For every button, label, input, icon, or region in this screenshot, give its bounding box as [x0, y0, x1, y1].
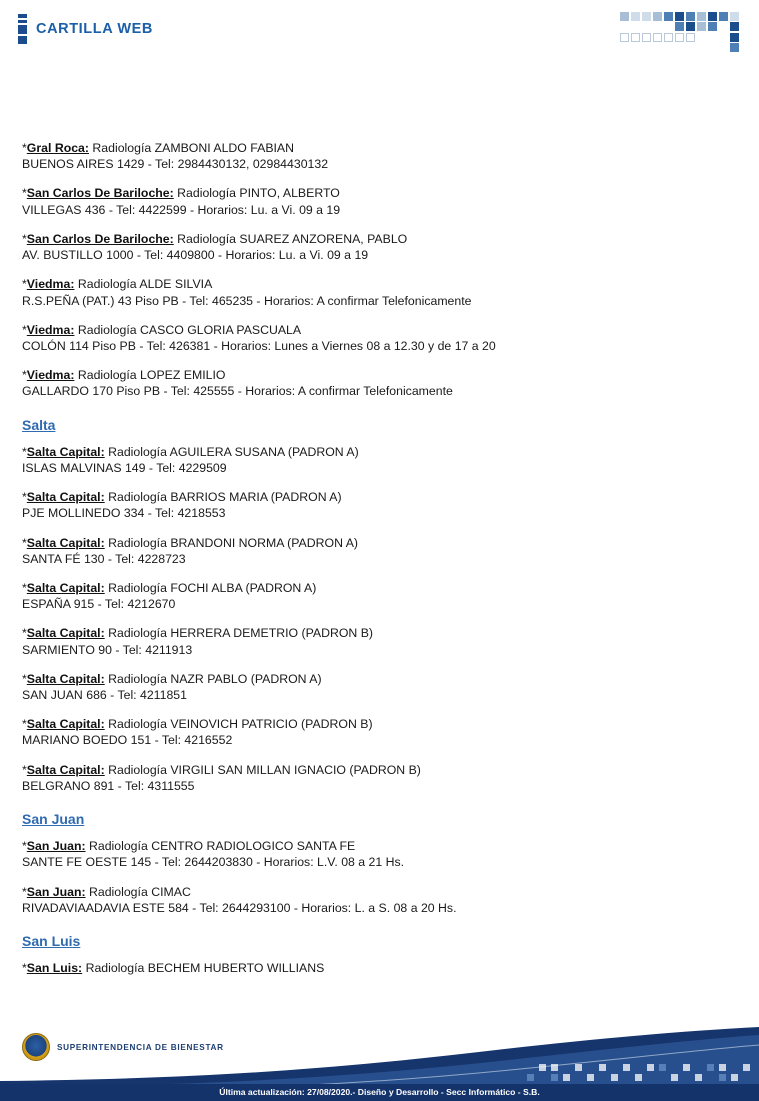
footer-seal-label: SUPERINTENDENCIA DE BIENESTAR — [57, 1042, 224, 1052]
provider-city: San Luis: — [26, 961, 83, 975]
provider-entry: *Salta Capital: Radiología FOCHI ALBA (PADRON A) ESPAÑA 915 - Tel: 4212670 — [22, 580, 737, 612]
provider-entry: *Gral Roca: Radiología ZAMBONI ALDO FABIAN BUENOS AIRES 1429 - Tel: 2984430132, 02984430132 — [22, 140, 737, 172]
provider-name: Radiología LOPEZ EMILIO — [77, 368, 226, 383]
provider-name: Radiología PINTO, ALBERTO — [177, 186, 340, 201]
provider-city: Viedma: — [26, 322, 75, 337]
provider-name: Radiología SUAREZ ANZORENA, PABLO — [177, 231, 408, 246]
provider-name: Radiología BRANDONI NORMA (PADRON A) — [108, 535, 358, 550]
provider-entry: *San Juan: Radiología CENTRO RADIOLOGICO SANTA FE SANTE FE OESTE 145 - Tel: 2644203830 - Horarios: L.V. 08 a 21 Hs. — [22, 838, 737, 870]
provider-city: Viedma: — [26, 368, 75, 383]
provider-name: Radiología ALDE SILVIA — [77, 277, 213, 292]
provider-list-san-luis — [22, 960, 737, 976]
section-heading-san-juan: San Juan — [22, 811, 85, 828]
provider-city: Salta Capital: — [26, 580, 105, 595]
bars-logo-icon — [18, 14, 27, 44]
section-heading-salta: Salta — [22, 416, 56, 433]
provider-entry: *Viedma: Radiología CASCO GLORIA PASCUALA COLÓN 114 Piso PB - Tel: 426381 - Horarios: Lunes a Viernes 08 a 12.30 y de 17 a 20 — [22, 322, 737, 354]
footer-update-text: Última actualización: 27/08/2020.- Diseño y Desarrollo - Secc Informático - S.B. — [219, 1087, 540, 1097]
provider-detail: SANTA FÉ 130 - Tel: 4228723 — [22, 551, 186, 566]
provider-entry: *Viedma: Radiología ALDE SILVIA R.S.PEÑA (PAT.) 43 Piso PB - Tel: 465235 - Horarios: A confirmar Telefonicamente — [22, 276, 737, 308]
provider-city: Salta Capital: — [26, 444, 105, 459]
provider-detail: SANTE FE OESTE 145 - Tel: 2644203830 - Horarios: L.V. 08 a 21 Hs. — [22, 855, 405, 870]
provider-city: Salta Capital: — [26, 626, 105, 641]
provider-entry: *Salta Capital: Radiología BRANDONI NORMA (PADRON A) SANTA FÉ 130 - Tel: 4228723 — [22, 535, 737, 567]
provider-entry: *Salta Capital: Radiología AGUILERA SUSANA (PADRON A) ISLAS MALVINAS 149 - Tel: 4229509 — [22, 444, 737, 476]
provider-name: Radiología AGUILERA SUSANA (PADRON A) — [108, 444, 359, 459]
provider-detail: COLÓN 114 Piso PB - Tel: 426381 - Horarios: Lunes a Viernes 08 a 12.30 y de 17 a 20 — [22, 338, 496, 353]
provider-name: Radiología ZAMBONI ALDO FABIAN — [92, 141, 295, 155]
provider-city: Salta Capital: — [26, 490, 105, 505]
page-footer — [0, 1023, 759, 1101]
provider-city: San Carlos De Bariloche: — [26, 186, 174, 201]
provider-name: Radiología NAZR PABLO (PADRON A) — [108, 671, 322, 686]
provider-name: Radiología CENTRO RADIOLOGICO SANTA FE — [88, 839, 356, 854]
provider-entry: *San Carlos De Bariloche: Radiología PINTO, ALBERTO VILLEGAS 436 - Tel: 4422599 - Horarios: Lu. a Vi. 09 a 19 — [22, 185, 737, 217]
provider-detail: ESPAÑA 915 - Tel: 4212670 — [22, 597, 176, 612]
provider-name: Radiología BECHEM HUBERTO WILLIANS — [85, 961, 325, 975]
page-title: CARTILLA WEB — [36, 21, 154, 37]
provider-detail: AV. BUSTILLO 1000 - Tel: 4409800 - Horarios: Lu. a Vi. 09 a 19 — [22, 248, 369, 263]
provider-detail: R.S.PEÑA (PAT.) 43 Piso PB - Tel: 465235 - Horarios: A confirmar Telefonicamente — [22, 293, 472, 308]
provider-entry: *Salta Capital: Radiología VIRGILI SAN MILLAN IGNACIO (PADRON B) BELGRANO 891 - Tel: 4311555 — [22, 762, 737, 794]
provider-detail: VILLEGAS 436 - Tel: 4422599 - Horarios: Lu. a Vi. 09 a 19 — [22, 202, 341, 217]
provider-name: Radiología VIRGILI SAN MILLAN IGNACIO (PADRON B) — [108, 762, 421, 777]
provider-entry: *San Luis: Radiología BECHEM HUBERTO WILLIANS — [22, 961, 325, 975]
provider-city: San Carlos De Bariloche: — [26, 231, 174, 246]
document-body — [0, 58, 759, 989]
provider-city: Salta Capital: — [26, 717, 105, 732]
provider-entry: *Salta Capital: Radiología BARRIOS MARIA (PADRON A) PJE MOLLINEDO 334 - Tel: 4218553 — [22, 489, 737, 521]
provider-detail: SAN JUAN 686 - Tel: 4211851 — [22, 688, 187, 703]
provider-city: Viedma: — [26, 277, 75, 292]
provider-list-salta — [22, 444, 737, 795]
provider-city: Salta Capital: — [26, 671, 105, 686]
provider-detail: SARMIENTO 90 - Tel: 4211913 — [22, 642, 193, 657]
provider-city: Salta Capital: — [26, 762, 105, 777]
page-header — [0, 0, 759, 58]
footer-squares-decoration-icon — [289, 1062, 759, 1084]
provider-name: Radiología CASCO GLORIA PASCUALA — [77, 322, 302, 337]
provider-detail: ISLAS MALVINAS 149 - Tel: 4229509 — [22, 460, 227, 475]
provider-name: Radiología CIMAC — [88, 884, 191, 899]
provider-list-top — [22, 140, 737, 400]
section-heading-san-luis: San Luis — [22, 933, 81, 949]
provider-detail: GALLARDO 170 Piso PB - Tel: 425555 - Horarios: A confirmar Telefonicamente — [22, 384, 453, 399]
provider-name: Radiología FOCHI ALBA (PADRON A) — [108, 580, 317, 595]
provider-name: Radiología BARRIOS MARIA (PADRON A) — [108, 490, 342, 505]
provider-entry: *San Juan: Radiología CIMAC RIVADAVIAADAVIA ESTE 584 - Tel: 2644293100 - Horarios: L. a S. 08 a 20 Hs. — [22, 884, 737, 916]
provider-detail: BUENOS AIRES 1429 - Tel: 2984430132, 02984430132 — [22, 157, 329, 172]
footer-seal-group — [22, 1033, 224, 1061]
provider-entry: *Salta Capital: Radiología HERRERA DEMETRIO (PADRON B) SARMIENTO 90 - Tel: 4211913 — [22, 625, 737, 657]
provider-detail: RIVADAVIAADAVIA ESTE 584 - Tel: 2644293100 - Horarios: L. a S. 08 a 20 Hs. — [22, 900, 457, 915]
provider-detail: BELGRANO 891 - Tel: 4311555 — [22, 778, 195, 793]
provider-list-san-juan — [22, 838, 737, 916]
provider-entry: *Salta Capital: Radiología NAZR PABLO (PADRON A) SAN JUAN 686 - Tel: 4211851 — [22, 671, 737, 703]
provider-city: Gral Roca: — [26, 141, 89, 155]
provider-detail: MARIANO BOEDO 151 - Tel: 4216552 — [22, 733, 233, 748]
brand-group — [18, 14, 153, 44]
provider-name: Radiología HERRERA DEMETRIO (PADRON B) — [108, 626, 374, 641]
squares-decoration-icon — [620, 8, 745, 50]
institutional-seal-icon — [22, 1033, 50, 1061]
provider-city: San Juan: — [26, 884, 86, 899]
provider-city: San Juan: — [26, 839, 86, 854]
provider-detail: PJE MOLLINEDO 334 - Tel: 4218553 — [22, 506, 226, 521]
provider-city: Salta Capital: — [26, 535, 105, 550]
provider-entry: *Salta Capital: Radiología VEINOVICH PATRICIO (PADRON B) MARIANO BOEDO 151 - Tel: 4216552 — [22, 716, 737, 748]
provider-name: Radiología VEINOVICH PATRICIO (PADRON B) — [108, 717, 373, 732]
provider-entry: *San Carlos De Bariloche: Radiología SUAREZ ANZORENA, PABLO AV. BUSTILLO 1000 - Tel: 4409800 - Horarios: Lu. a Vi. 09 a 19 — [22, 231, 737, 263]
provider-entry: *Viedma: Radiología LOPEZ EMILIO GALLARDO 170 Piso PB - Tel: 425555 - Horarios: A confirmar Telefonicamente — [22, 367, 737, 399]
footer-bar — [0, 1084, 759, 1101]
